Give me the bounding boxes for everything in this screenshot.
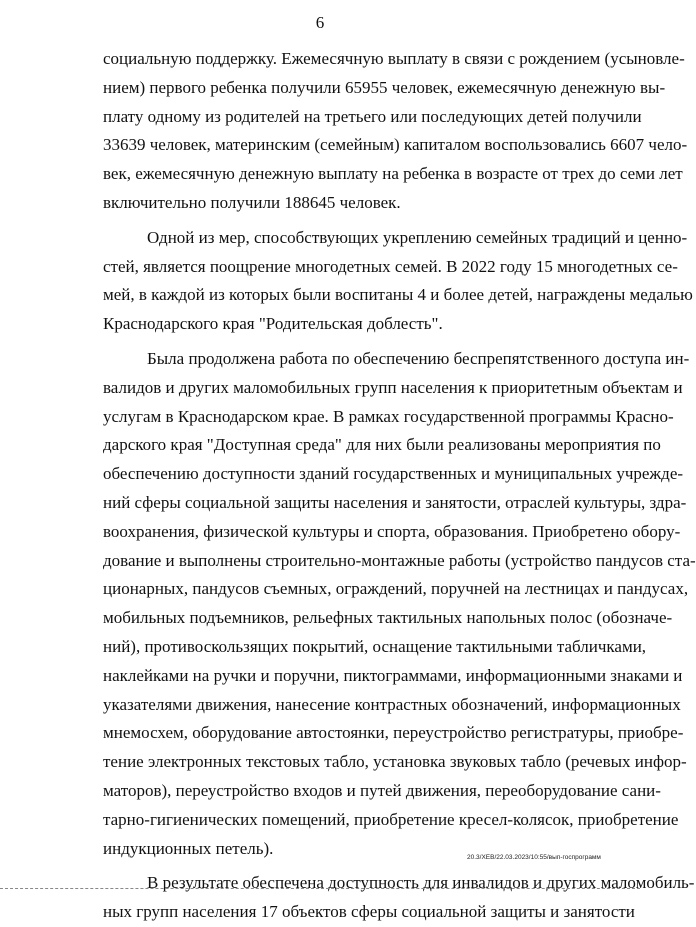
text-line: Одной из мер, способствующих укреплению семейных традиций и ценно- — [147, 227, 688, 247]
text-line: В результате обеспечена доступность для инвалидов и других маломобиль- — [147, 873, 695, 893]
text-line: век, ежемесячную денежную выплату на ребенка в возрасте от трех до семи лет — [103, 164, 683, 184]
text-line: валидов и других маломобильных групп населения к приоритетным объектам и — [103, 377, 683, 397]
paragraph-social-support — [103, 45, 688, 218]
paragraph-result — [103, 869, 695, 927]
page-number: 6 — [315, 13, 325, 32]
text-line: дарского края "Доступная среда" для них были реализованы мероприятия по — [103, 435, 661, 455]
text-line: наклейками на ручки и поручни, пиктограммами, информационными знаками и — [103, 665, 683, 685]
page-edge-divider — [0, 888, 640, 889]
text-line: мей, в каждой из которых были воспитаны 4 и более детей, награждены медалью — [103, 285, 693, 305]
text-line: нием) первого ребенка получили 65955 человек, ежемесячную денежную вы- — [103, 77, 666, 97]
text-line: мобильных подъемников, рельефных тактильных напольных полос (обозначе- — [103, 608, 673, 628]
paragraph-large-families — [103, 224, 693, 339]
text-line: дование и выполнены строительно-монтажные работы (устройство пандусов ста- — [103, 550, 696, 570]
text-line: воохранения, физической культуры и спорта, образования. Приобретено обору- — [103, 521, 681, 541]
text-line: тение электронных текстовых табло, установка звуковых табло (речевых инфор- — [103, 752, 687, 772]
document-footer-code: 20.3/ХЕВ/22.03.2023/10:55/вып-госпрограмм — [467, 854, 601, 861]
text-line: ционарных, пандусов съемных, ограждений, поручней на лестницах и пандусах, — [103, 579, 689, 599]
text-line: включительно получили 188645 человек. — [103, 192, 401, 212]
text-line: стей, является поощрение многодетных семей. В 2022 году 15 многодетных се- — [103, 256, 678, 276]
text-line: указателями движения, нанесение контрастных обозначений, информационных — [103, 694, 681, 714]
text-line: плату одному из родителей на третьего или последующих детей получили — [103, 106, 642, 126]
text-line: ний сферы социальной защиты населения и занятости, отраслей культуры, здра- — [103, 492, 687, 512]
text-line: Была продолжена работа по обеспечению беспрепятственного доступа ин- — [147, 348, 690, 368]
text-line: мнемосхем, оборудование автостоянки, переустройство регистратуры, приобре- — [103, 723, 684, 743]
text-line: услугам в Краснодарском крае. В рамках государственной программы Красно- — [103, 406, 674, 426]
text-line: ных групп населения 17 объектов сферы социальной защиты и занятости — [103, 902, 635, 922]
text-line: 33639 человек, материнским (семейным) капиталом воспользовались 6607 чело- — [103, 135, 688, 155]
text-line: ний), противоскользящих покрытий, оснащение тактильными табличками, — [103, 636, 647, 656]
text-line: индукционных петель). — [103, 838, 274, 858]
paragraph-accessible-environment — [103, 345, 696, 863]
text-line: тарно-гигиенических помещений, приобретение кресел-колясок, приобретение — [103, 809, 679, 829]
document-body — [103, 45, 696, 927]
text-line: Краснодарского края "Родительская доблесть". — [103, 314, 443, 334]
text-line: маторов), переустройство входов и путей движения, переоборудование сани- — [103, 780, 661, 800]
text-line: обеспечению доступности зданий государственных и муниципальных учрежде- — [103, 464, 684, 484]
text-line: социальную поддержку. Ежемесячную выплату в связи с рождением (усыновле- — [103, 49, 685, 68]
